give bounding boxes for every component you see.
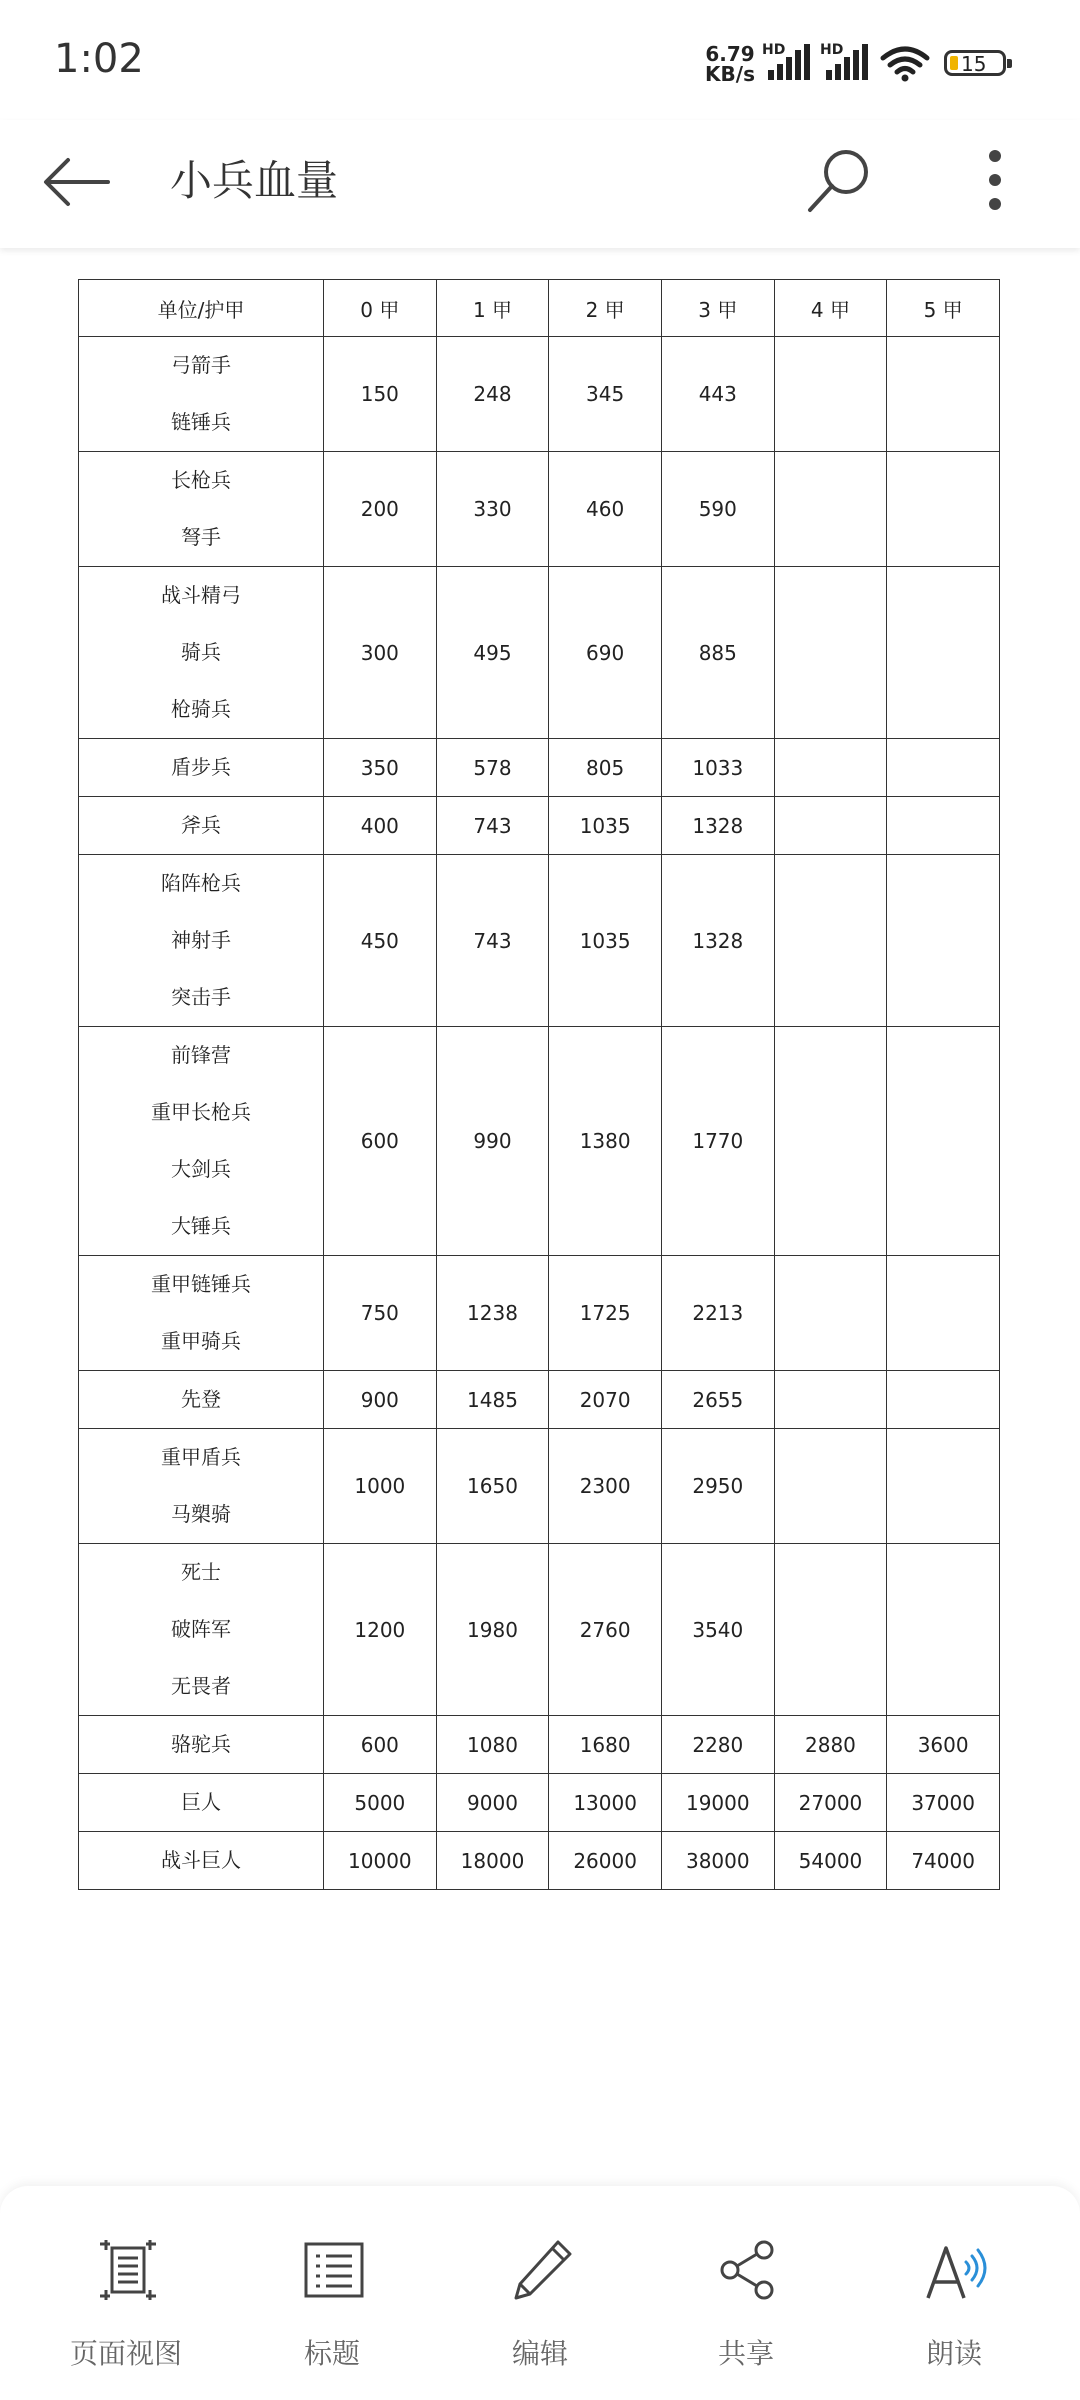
- pencil-icon: [510, 2238, 574, 2302]
- hp-value-armor-1: 743: [436, 855, 549, 1027]
- signal-sim2-icon: [820, 44, 876, 80]
- headings-list-icon: [302, 2238, 366, 2302]
- unit-name: 弓箭手: [171, 353, 231, 377]
- unit-name: 死士: [181, 1560, 221, 1584]
- hp-value-armor-3: 38000: [661, 1832, 774, 1890]
- hp-value-armor-3: 3540: [661, 1544, 774, 1716]
- hp-value-armor-4: [774, 855, 887, 1027]
- table-row: [79, 739, 1000, 797]
- unit-name: 弩手: [181, 525, 221, 549]
- table-header-row: [79, 280, 1000, 337]
- unit-name: 重甲骑兵: [161, 1329, 241, 1353]
- read-aloud-label: 朗读: [925, 2337, 982, 2370]
- header-armor-0: 0 甲: [324, 280, 437, 337]
- hp-value-armor-3: 2280: [661, 1716, 774, 1774]
- more-options-button[interactable]: [960, 140, 1030, 220]
- unit-names-cell: [79, 1832, 324, 1890]
- table-row: [79, 797, 1000, 855]
- search-button[interactable]: [800, 140, 880, 220]
- hp-value-armor-3: 885: [661, 567, 774, 739]
- unit-name: 链锤兵: [171, 410, 231, 434]
- unit-names-cell: [79, 1371, 324, 1429]
- hp-value-armor-0: 750: [324, 1256, 437, 1371]
- table-row: [79, 1832, 1000, 1890]
- hp-value-armor-0: 1200: [324, 1544, 437, 1716]
- table-row: [79, 1371, 1000, 1429]
- hp-value-armor-2: 1725: [549, 1256, 662, 1371]
- battery-level: 15: [961, 52, 987, 76]
- hp-value-armor-0: 600: [324, 1027, 437, 1256]
- hp-value-armor-1: 1980: [436, 1544, 549, 1716]
- table-row: [79, 337, 1000, 452]
- hp-value-armor-4: [774, 1544, 887, 1716]
- hp-value-armor-0: 1000: [324, 1429, 437, 1544]
- sim1-hd-label: HD: [762, 42, 786, 58]
- hp-value-armor-4: [774, 452, 887, 567]
- hp-value-armor-2: 690: [549, 567, 662, 739]
- unit-names-cell: [79, 1774, 324, 1832]
- app-bar: [0, 120, 1080, 248]
- unit-names-cell: [79, 855, 324, 1027]
- unit-names-cell: [79, 452, 324, 567]
- hp-value-armor-0: 600: [324, 1716, 437, 1774]
- unit-name: 重甲盾兵: [161, 1445, 241, 1469]
- unit-name: 巨人: [181, 1790, 221, 1814]
- hp-value-armor-2: 26000: [549, 1832, 662, 1890]
- hp-value-armor-1: 18000: [436, 1832, 549, 1890]
- hp-value-armor-3: 590: [661, 452, 774, 567]
- hp-value-armor-3: 1328: [661, 797, 774, 855]
- hp-value-armor-3: 2950: [661, 1429, 774, 1544]
- hp-value-armor-4: [774, 739, 887, 797]
- unit-name: 马槊骑: [171, 1502, 231, 1526]
- hp-value-armor-4: [774, 1429, 887, 1544]
- unit-name: 陷阵枪兵: [161, 871, 241, 895]
- hp-value-armor-5: 3600: [887, 1716, 1000, 1774]
- unit-name: 破阵军: [171, 1617, 231, 1641]
- hp-value-armor-5: 37000: [887, 1774, 1000, 1832]
- unit-name: 战斗精弓: [161, 583, 241, 607]
- hp-value-armor-5: [887, 1256, 1000, 1371]
- page-title: 小兵血量: [170, 156, 339, 205]
- unit-name: 先登: [181, 1387, 221, 1411]
- table-row: [79, 855, 1000, 1027]
- edit-label: 编辑: [511, 2337, 568, 2370]
- table-row: [79, 567, 1000, 739]
- hp-value-armor-4: 54000: [774, 1832, 887, 1890]
- arrow-left-icon: [40, 142, 120, 222]
- hp-value-armor-2: 1380: [549, 1027, 662, 1256]
- network-speed-unit: KB/s: [705, 62, 755, 86]
- unit-names-cell: [79, 1027, 324, 1256]
- hp-value-armor-4: 2880: [774, 1716, 887, 1774]
- unit-hp-table: [78, 279, 1000, 1890]
- hp-value-armor-2: 1680: [549, 1716, 662, 1774]
- more-vertical-icon: [960, 140, 1030, 220]
- sim2-hd-label: HD: [820, 42, 844, 58]
- hp-value-armor-3: 1770: [661, 1027, 774, 1256]
- unit-name: 骑兵: [181, 640, 221, 664]
- unit-names-cell: [79, 797, 324, 855]
- hp-value-armor-0: 350: [324, 739, 437, 797]
- unit-names-cell: [79, 1429, 324, 1544]
- hp-value-armor-2: 2760: [549, 1544, 662, 1716]
- network-speed: [705, 44, 755, 84]
- hp-value-armor-5: [887, 452, 1000, 567]
- unit-name: 长枪兵: [171, 468, 231, 492]
- unit-name: 前锋营: [171, 1043, 231, 1067]
- unit-name: 战斗巨人: [161, 1848, 241, 1872]
- hp-value-armor-3: 19000: [661, 1774, 774, 1832]
- hp-value-armor-5: [887, 739, 1000, 797]
- hp-value-armor-0: 5000: [324, 1774, 437, 1832]
- hp-value-armor-4: [774, 1371, 887, 1429]
- back-button[interactable]: [40, 142, 120, 222]
- battery-icon: [944, 50, 1006, 76]
- hp-value-armor-2: 805: [549, 739, 662, 797]
- hp-value-armor-2: 13000: [549, 1774, 662, 1832]
- wifi-icon: [880, 46, 930, 82]
- page-view-icon: [96, 2238, 160, 2302]
- hp-value-armor-5: [887, 1544, 1000, 1716]
- share-label: 共享: [717, 2337, 774, 2370]
- table-row: [79, 1256, 1000, 1371]
- status-time: 1:02: [54, 36, 144, 82]
- hp-value-armor-0: 300: [324, 567, 437, 739]
- read-aloud-icon: [924, 2238, 988, 2302]
- share-icon: [716, 2238, 780, 2302]
- bottom-toolbar: [0, 2186, 1080, 2400]
- hp-value-armor-2: 1035: [549, 797, 662, 855]
- hp-value-armor-1: 1238: [436, 1256, 549, 1371]
- hp-value-armor-1: 578: [436, 739, 549, 797]
- header-armor-1: 1 甲: [436, 280, 549, 337]
- hp-value-armor-4: [774, 1027, 887, 1256]
- unit-names-cell: [79, 337, 324, 452]
- header-unit-armor: 单位/护甲: [79, 280, 324, 337]
- hp-value-armor-1: 248: [436, 337, 549, 452]
- hp-value-armor-1: 990: [436, 1027, 549, 1256]
- hp-value-armor-0: 400: [324, 797, 437, 855]
- hp-value-armor-2: 2300: [549, 1429, 662, 1544]
- unit-names-cell: [79, 1716, 324, 1774]
- signal-sim1-icon: [762, 44, 818, 80]
- table-row: [79, 1027, 1000, 1256]
- unit-names-cell: [79, 1544, 324, 1716]
- unit-name: 重甲长枪兵: [151, 1100, 251, 1124]
- share-button[interactable]: [638, 2186, 854, 2400]
- unit-name: 神射手: [171, 928, 231, 952]
- hp-value-armor-2: 2070: [549, 1371, 662, 1429]
- header-armor-2: 2 甲: [549, 280, 662, 337]
- hp-value-armor-1: 495: [436, 567, 549, 739]
- hp-value-armor-5: [887, 855, 1000, 1027]
- unit-name: 斧兵: [181, 813, 221, 837]
- hp-value-armor-5: 74000: [887, 1832, 1000, 1890]
- table-row: [79, 1716, 1000, 1774]
- hp-value-armor-5: [887, 1429, 1000, 1544]
- header-armor-3: 3 甲: [661, 280, 774, 337]
- hp-value-armor-1: 9000: [436, 1774, 549, 1832]
- hp-value-armor-5: [887, 1371, 1000, 1429]
- network-speed-value: 6.79: [705, 42, 755, 66]
- hp-value-armor-3: 1033: [661, 739, 774, 797]
- headings-button[interactable]: [224, 2186, 440, 2400]
- read-aloud-button[interactable]: [846, 2186, 1062, 2400]
- hp-value-armor-2: 345: [549, 337, 662, 452]
- status-bar: [0, 0, 1080, 120]
- hp-value-armor-1: 1485: [436, 1371, 549, 1429]
- hp-value-armor-5: [887, 1027, 1000, 1256]
- table-row: [79, 1774, 1000, 1832]
- hp-value-armor-3: 2213: [661, 1256, 774, 1371]
- hp-value-armor-4: [774, 337, 887, 452]
- table-row: [79, 1429, 1000, 1544]
- hp-value-armor-2: 1035: [549, 855, 662, 1027]
- unit-names-cell: [79, 1256, 324, 1371]
- hp-value-armor-1: 330: [436, 452, 549, 567]
- unit-name: 重甲链锤兵: [151, 1272, 251, 1296]
- unit-name: 盾步兵: [171, 755, 231, 779]
- hp-value-armor-4: [774, 1256, 887, 1371]
- table-row: [79, 1544, 1000, 1716]
- hp-value-armor-0: 150: [324, 337, 437, 452]
- hp-value-armor-3: 1328: [661, 855, 774, 1027]
- page-view-label: 页面视图: [69, 2337, 182, 2370]
- unit-name: 骆驼兵: [171, 1732, 231, 1756]
- hp-value-armor-5: [887, 567, 1000, 739]
- edit-button[interactable]: [432, 2186, 648, 2400]
- header-armor-4: 4 甲: [774, 280, 887, 337]
- hp-value-armor-3: 443: [661, 337, 774, 452]
- unit-name: 大锤兵: [171, 1214, 231, 1238]
- unit-name: 突击手: [171, 985, 231, 1009]
- hp-value-armor-0: 900: [324, 1371, 437, 1429]
- hp-value-armor-0: 200: [324, 452, 437, 567]
- page-view-button[interactable]: [18, 2186, 234, 2400]
- hp-value-armor-0: 450: [324, 855, 437, 1027]
- hp-value-armor-1: 743: [436, 797, 549, 855]
- hp-value-armor-0: 10000: [324, 1832, 437, 1890]
- hp-value-armor-5: [887, 337, 1000, 452]
- hp-value-armor-2: 460: [549, 452, 662, 567]
- document-content[interactable]: [78, 279, 1001, 1890]
- hp-value-armor-5: [887, 797, 1000, 855]
- hp-value-armor-1: 1080: [436, 1716, 549, 1774]
- hp-value-armor-4: 27000: [774, 1774, 887, 1832]
- hp-value-armor-1: 1650: [436, 1429, 549, 1544]
- hp-value-armor-4: [774, 797, 887, 855]
- unit-name: 大剑兵: [171, 1157, 231, 1181]
- unit-name: 枪骑兵: [171, 697, 231, 721]
- hp-value-armor-3: 2655: [661, 1371, 774, 1429]
- hp-value-armor-4: [774, 567, 887, 739]
- search-icon: [800, 140, 880, 220]
- unit-names-cell: [79, 739, 324, 797]
- header-armor-5: 5 甲: [887, 280, 1000, 337]
- unit-names-cell: [79, 567, 324, 739]
- unit-name: 无畏者: [171, 1674, 231, 1698]
- battery-fill: [950, 56, 958, 70]
- table-row: [79, 452, 1000, 567]
- headings-label: 标题: [303, 2337, 360, 2370]
